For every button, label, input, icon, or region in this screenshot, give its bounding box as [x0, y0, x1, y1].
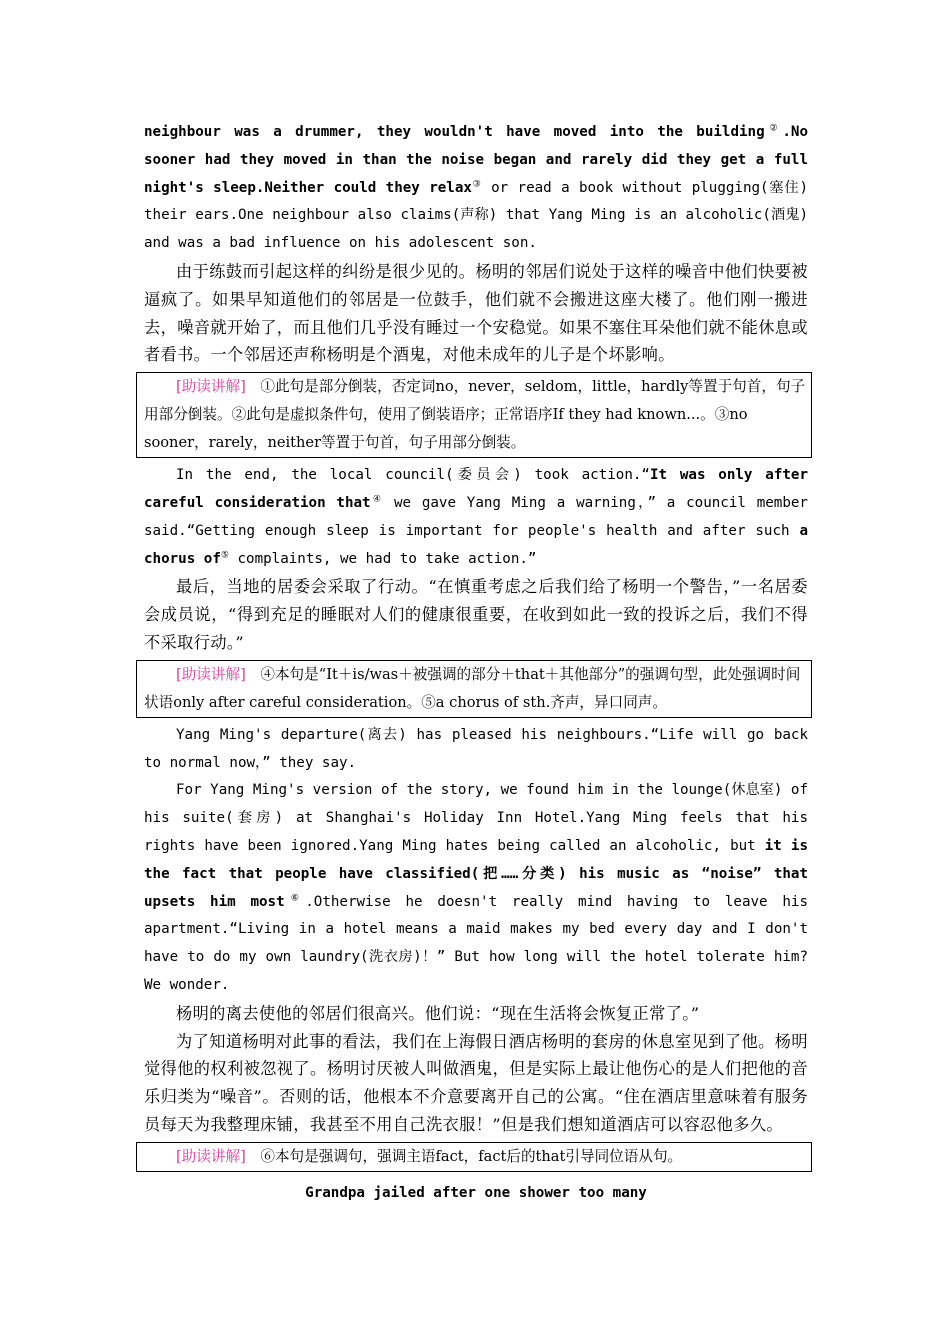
note-text: ④本句是“It＋is/was＋被强调的部分＋that＋其他部分”的强调句型，此处强调时间状语only after careful consideration。⑤a chorus of sth.齐声，异口同声。 [144, 665, 801, 711]
paragraph-4 [144, 777, 808, 999]
footnote-mark: ⑥ [284, 892, 306, 903]
footnote-mark: ② [764, 123, 783, 134]
reading-note-3 [136, 1142, 812, 1172]
paragraph-3-translation: 杨明的离去使他的邻居们很高兴。他们说：“现在生活将会恢复正常了。” [176, 1003, 700, 1023]
paragraph-3: Yang Ming's departure(离去) has pleased his neighbours.“Life will go back to normal now，” they say. [144, 726, 808, 771]
paragraph-1-translation: 由于练鼓而引起这样的纠纷是很少见的。杨明的邻居们说处于这样的噪音中他们快要被逼疯了。如果早知道他们的邻居是一位鼓手，他们就不会搬进这座大楼了。他们刚一搬进去，噪音就开始了，而且他们几乎没有睡过一个安稳觉。如果不塞住耳朵他们就不能休息或者看书。一个邻居还声称杨明是个酒鬼，对他未成年的儿子是个坏影响。 [144, 261, 808, 365]
body-text: For Yang Ming's version of the story, we found him in the lounge(休息室) of his suite(套房) at Shanghai's Holiday Inn Hotel.Yang Ming feels that his rights have been ignored.Yang Ming hates being called an alcoholic, but [144, 782, 808, 854]
footnote-mark: ③ [471, 178, 482, 189]
bold-text: .No sooner had they moved in than the noise began and rarely did they get a full night's sleep.Neither could they relax [144, 124, 808, 196]
note-text: ①此句是部分倒装，否定词no，never，seldom，little，hardly等置于句首，句子用部分倒装。②此句是虚拟条件句，使用了倒装语序；正常语序If they had known...。③no sooner，rarely，neither等置于句首，句子用部分倒装。 [144, 378, 806, 452]
body-text: In the end, the local council(委员会) took action.“ [176, 467, 650, 484]
body-text: we gave Yang Ming a warning，” a council member said.“Getting enough sleep is important for people's health and after such [144, 494, 808, 539]
bold-text: a chorus of [144, 522, 808, 567]
paragraph-1 [144, 119, 808, 258]
bold-text: neighbour was a drummer, they wouldn't have moved into the building [144, 124, 765, 140]
body-text: .Otherwise he doesn't really mind having to leave his apartment.“Living in a hotel means a maid makes my bed every day and I don't have to do my own laundry(洗衣房)！” But how long will the hotel tolerate him? We wonder. [144, 893, 808, 993]
note-text: ⑥本句是强调句，强调主语fact，fact后的that引导同位语从句。 [245, 1147, 683, 1165]
body-text: complaints, we had to take action.” [228, 550, 537, 567]
document-page [144, 119, 808, 1208]
footnote-mark: ④ [370, 494, 384, 505]
bold-text: It was only after careful consideration that [144, 467, 808, 511]
note-label: [助读讲解] [176, 1147, 246, 1165]
note-label: [助读讲解] [176, 378, 246, 396]
reading-note-2 [136, 660, 812, 718]
reading-note-1 [136, 372, 812, 458]
note-label: [助读讲解] [176, 665, 246, 683]
paragraph-2-translation: 最后，当地的居委会采取了行动。“在慎重考虑之后我们给了杨明一个警告，”一名居委会成员说，“得到充足的睡眠对人们的健康很重要，在收到如此一致的投诉之后，我们不得不采取行动。” [144, 577, 808, 652]
paragraph-4-translation: 为了知道杨明对此事的看法，我们在上海假日酒店杨明的套房的休息室见到了他。杨明觉得他的权利被忽视了。杨明讨厌被人叫做酒鬼，但是实际上最让他伤心的是人们把他的音乐归类为“噪音”。否则的话，他根本不介意要离开自己的公寓。“住在酒店里意味着有服务员每天为我整理床铺，我甚至不用自己洗衣服！”但是我们想知道酒店可以容忍他多久。 [144, 1031, 808, 1134]
next-article-heading: Grandpa jailed after one shower too many [305, 1184, 647, 1201]
body-text: or read a book without plugging(塞住) their ears.One neighbour also claims(声称) that Yang Ming is an alcoholic(酒鬼) and was a bad influence on his adolescent son. [144, 179, 808, 252]
paragraph-2 [144, 462, 808, 573]
bold-text: it is the fact that people have classified(把……分类) his music as “noise” that upsets him most [144, 837, 808, 910]
footnote-mark: ⑤ [220, 549, 229, 560]
